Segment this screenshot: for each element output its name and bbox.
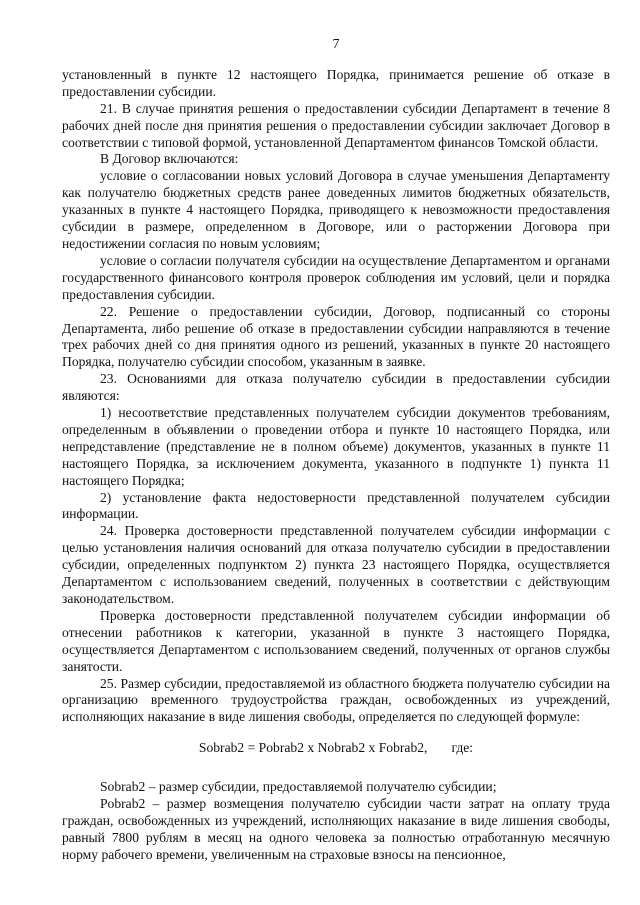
paragraph: 2) установление факта недостоверности представленной получателем субсидии информации.	[62, 489, 610, 522]
paragraph: 21. В случае принятия решения о предоставлении субсидии Департамент в течение 8 рабочих дней после дня принятия решения о предоставлении субсидии заключает Договор в соответствии с типовой формой, установленной Департаментом финансов Томской области.	[62, 100, 610, 150]
paragraph: 1) несоответствие представленных получателем субсидии документов требованиям, определенным в объявлении о проведении отбора и пункте 10 настоящего Порядка, или непредставление (представление не в полном объеме) документов, указанных в пункте 11 настоящего Порядка, за исключением документа, указанного в подпункте 1) пункта 11 настоящего Порядка;	[62, 405, 610, 488]
formula	[62, 740, 610, 757]
page-number: 7	[332, 36, 340, 51]
paragraph: 24. Проверка достоверности представленной получателем субсидии информации с целью установления наличия оснований для отказа получателю субсидии в предоставлении субсидии, определенных подпунктом 2) пункта 23 настоящего Порядка, осуществляется Департаментом с использованием сведений, полученных в соответствии с действующим законодательством.	[62, 523, 610, 606]
paragraph: условие о согласии получателя субсидии на осуществление Департаментом и органами государственного финансового контроля проверок соблюдения им условий, цели и порядка предоставления субсидии.	[62, 252, 610, 302]
body-text-top	[62, 67, 610, 726]
paragraph: В Договор включаются:	[100, 151, 239, 167]
paragraph: 25. Размер субсидии, предоставляемой из областного бюджета получателю субсидии на организацию временного трудоустройства граждан, освобожденных из учреждений, исполняющих наказание в виде лишения свободы, определяется по следующей формуле:	[62, 675, 610, 725]
paragraph: условие о согласовании новых условий Договора в случае уменьшения Департаменту как получателю бюджетных средств ранее доведенных лимитов бюджетных обязательств, указанных в пункте 4 настоящего Порядка, приводящего к невозможности предоставления субсидии в размере, определенном в Договоре, или о расторжении Договора при недостижении согласия по новым условиям;	[62, 168, 610, 251]
formula-expression: Sobrab2 = Pobrab2 x Nobrab2 x Fobrab2,	[198, 740, 428, 756]
paragraph: 22. Решение о предоставлении субсидии, Договор, подписанный со стороны Департамента, либо решение об отказе в предоставлении субсидии направляются в течение трех рабочих дней со дня принятия одного из решений, указанных в пункте 20 настоящего Порядка, получателю субсидии способом, указанным в заявке.	[62, 303, 610, 370]
paragraph: установленный в пункте 12 настоящего Порядка, принимается решение об отказе в предоставлении субсидии.	[62, 66, 610, 99]
paragraph: Pobrab2 – размер возмещения получателю субсидии части затрат на оплату труда граждан, освобожденных из учреждений, исполняющих наказание в виде лишения свободы, равный 7800 рублям в месяц на одного человека за полностью отработанную месячную норму рабочего времени, увеличенным на страховые взносы на пенсионное,	[62, 796, 610, 862]
definitions	[62, 779, 610, 864]
paragraph: Проверка достоверности представленной получателем субсидии информации об отнесении работников к категории, указанной в пункте 3 настоящего Порядка, осуществляется Департаментом с использованием сведений, полученных от органов службы занятости.	[62, 607, 610, 674]
formula-suffix: где:	[451, 740, 474, 756]
paragraph: 23. Основаниями для отказа получателю субсидии в предоставлении субсидии являются:	[62, 371, 610, 404]
paragraph: Sobrab2 – размер субсидии, предоставляемой получателю субсидии;	[100, 779, 497, 795]
